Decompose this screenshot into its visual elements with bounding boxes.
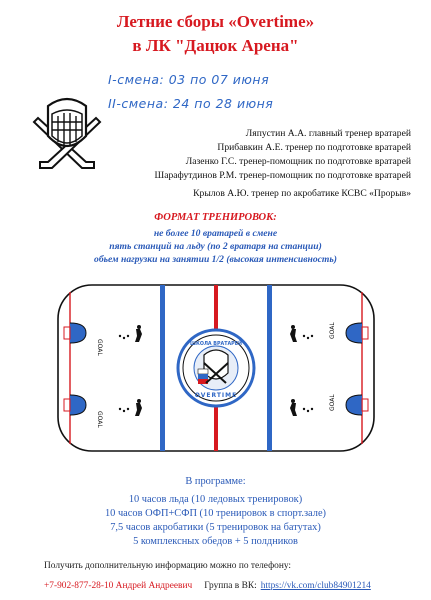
program-item: 5 комплексных обедов + 5 полдников (133, 536, 298, 547)
vk-group-link[interactable]: https://vk.com/club84901214 (260, 581, 371, 591)
rink-diagram (56, 283, 376, 453)
format-line: пять станций на льду (по 2 вратаря на станции) (109, 241, 322, 252)
format-line: обьем нагрузки на занятии 1/2 (высокая интенсивность) (94, 254, 337, 265)
contact-line (44, 575, 371, 593)
contact-phone[interactable]: +7-902-877-28-10 Андрей Андреевич (44, 581, 193, 591)
goal-label: GOAL (329, 322, 336, 339)
program-item: 10 часов льда (10 ледовых тренировок) (128, 494, 303, 505)
title-line-1: Летние сборы «Overtime» (116, 12, 315, 31)
staff-list (81, 127, 411, 201)
contact-intro: Получить дополнительную информацию можно по телефону: (44, 561, 292, 571)
program-item: 7,5 часов акробатики (5 тренировок на батутах) (110, 522, 321, 533)
staff-item: Прибавкин А.Е. тренер по подготовке вратарей (217, 142, 411, 153)
group-label: Группа в ВК: (204, 581, 257, 591)
shift-2: II-смена: 24 по 28 июня (108, 96, 274, 111)
blue-line-left (160, 285, 165, 451)
program-heading: В программе: (185, 476, 246, 487)
logo-top-text: ШКОЛА ВРАТАРЕЙ (190, 342, 242, 347)
shift-1: I-смена: 03 по 07 июня (108, 72, 270, 87)
blue-line-right (267, 285, 272, 451)
program-item: 10 часов ОФП+СФП (10 тренировок в спорт.зале) (104, 508, 327, 519)
logo-bottom-text: OVERTIME (194, 392, 238, 399)
goal-label: GOAL (329, 394, 336, 411)
staff-item: Лазенко Г.С. тренер-помощник по подготовке вратарей (185, 156, 411, 167)
staff-item: Ляпустин А.А. главный тренер вратарей (245, 128, 411, 139)
title-line-2: в ЛК "Дацюк Арена" (132, 36, 299, 55)
staff-item: Шарафутдинов Р.М. тренер-помощник по подготовке вратарей (154, 170, 411, 181)
goal-label: GOAL (96, 411, 103, 428)
goal-label: GOAL (96, 339, 103, 356)
school-logo-icon (178, 330, 254, 406)
format-heading: ФОРМАТ ТРЕНИРОВОК: (154, 212, 277, 223)
format-line: не более 10 вратарей в смене (153, 228, 278, 239)
staff-item: Крылов А.Ю. тренер по акробатике КСВС «Прорыв» (193, 188, 411, 199)
